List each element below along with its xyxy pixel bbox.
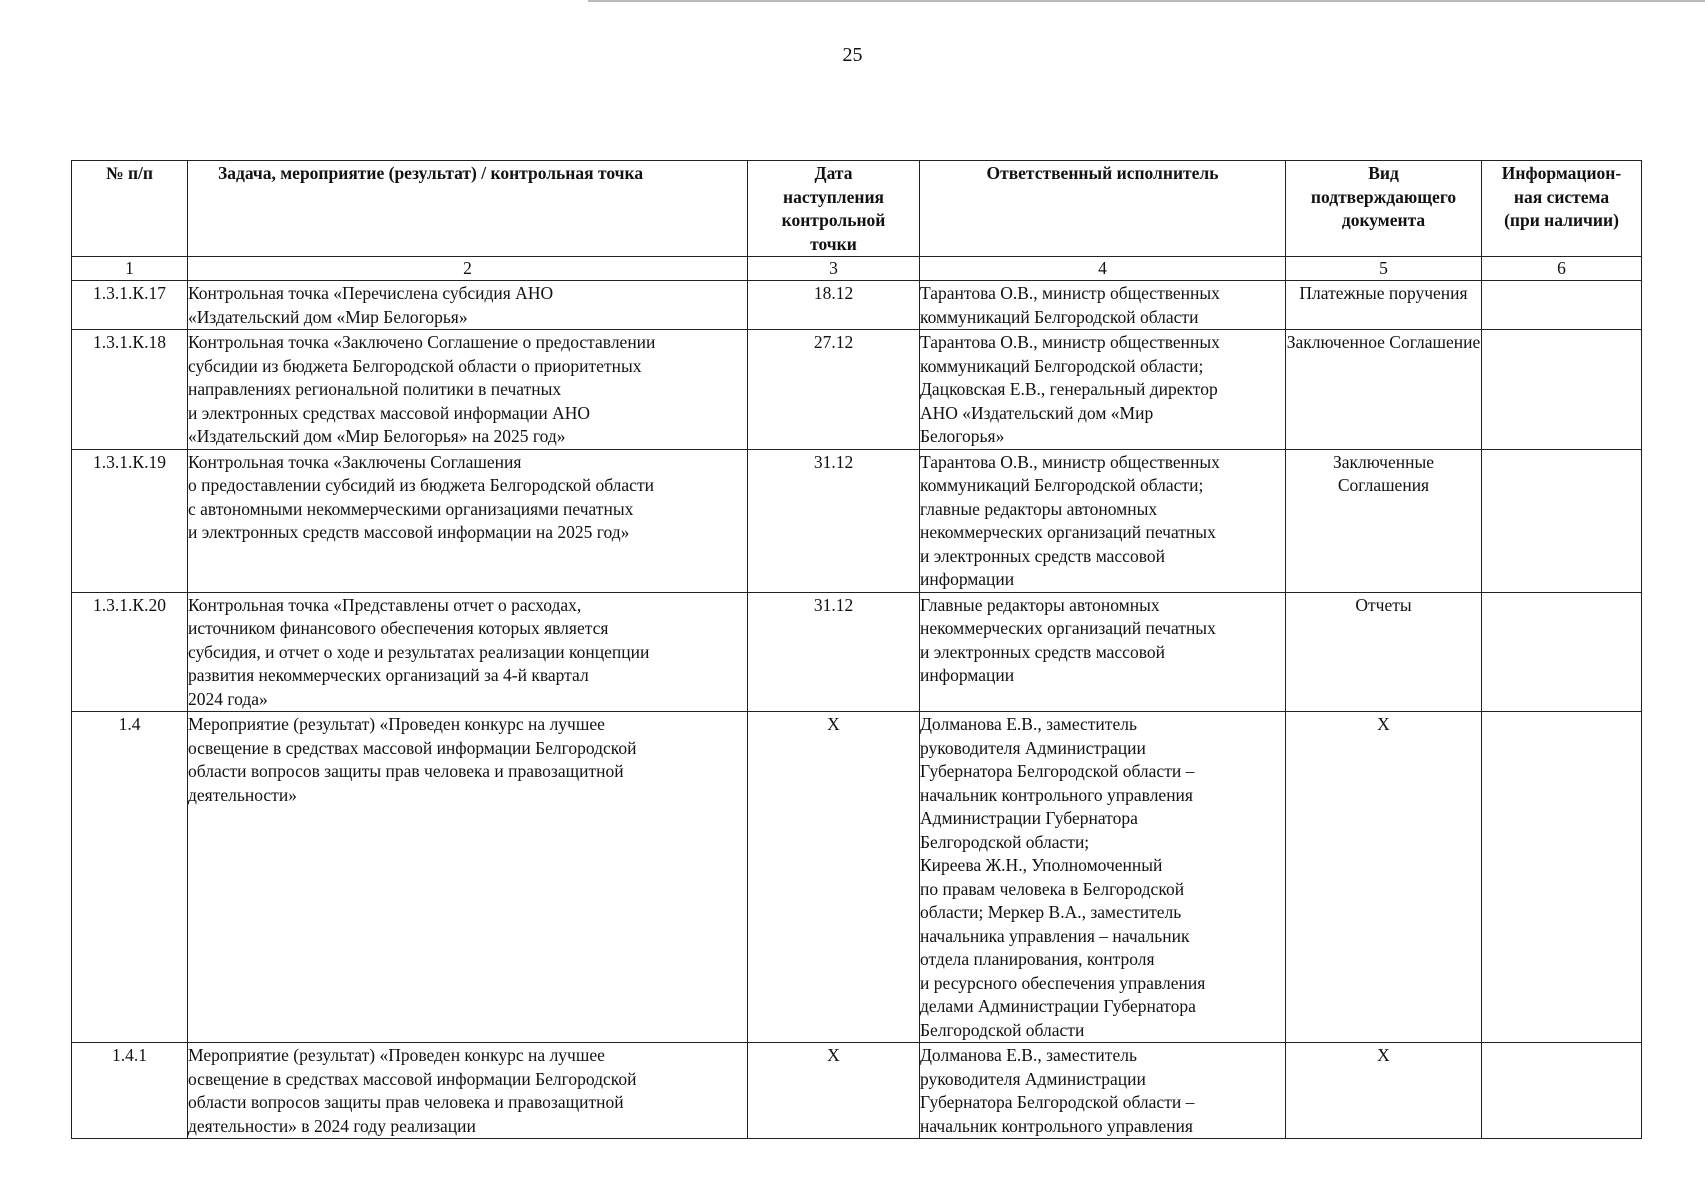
task-cell: Мероприятие (результат) «Проведен конкурс на лучшее освещение в средствах массовой информации Белгородской области вопросов защиты прав человека и правозащитной деятельности» в 2024 году реализации — [188, 1043, 748, 1139]
date-cell: X — [748, 1043, 920, 1139]
column-number: 3 — [748, 257, 920, 281]
column-number: 6 — [1482, 257, 1642, 281]
task-cell: Контрольная точка «Заключены Соглашения о предоставлении субсидий из бюджета Белгородской области с автономными некоммерческими организациями печатных и электронных средств массовой информации на 2025 год» — [188, 449, 748, 592]
table-row — [72, 449, 1642, 592]
page-top-rule — [588, 0, 1705, 2]
document-cell: X — [1286, 712, 1482, 1043]
header-cell: Вид подтверждающего документа — [1286, 161, 1482, 257]
row-number: 1.4.1 — [72, 1043, 188, 1139]
column-number: 2 — [188, 257, 748, 281]
control-points-table — [71, 160, 1642, 1139]
info-system-cell — [1482, 1043, 1642, 1139]
task-cell: Мероприятие (результат) «Проведен конкурс на лучшее освещение в средствах массовой информации Белгородской области вопросов защиты прав человека и правозащитной деятельности» — [188, 712, 748, 1043]
document-cell: Платежные поручения — [1286, 281, 1482, 330]
row-number: 1.3.1.К.19 — [72, 449, 188, 592]
task-cell: Контрольная точка «Перечислена субсидия АНО «Издательский дом «Мир Белогорья» — [188, 281, 748, 330]
task-cell: Контрольная точка «Заключено Соглашение о предоставлении субсидии из бюджета Белгородской области о приоритетных направлениях региональной политики в печатных и электронных средствах массовой информации АНО «Издательский дом «Мир Белогорья» на 2025 год» — [188, 330, 748, 450]
column-number: 4 — [920, 257, 1286, 281]
executor-cell: Долманова Е.В., заместитель руководителя Администрации Губернатора Белгородской области – начальник контрольного управления — [920, 1043, 1286, 1139]
info-system-cell — [1482, 449, 1642, 592]
column-number: 1 — [72, 257, 188, 281]
executor-cell: Тарантова О.В., министр общественных коммуникаций Белгородской области — [920, 281, 1286, 330]
header-cell: Дата наступления контрольной точки — [748, 161, 920, 257]
row-number: 1.3.1.К.18 — [72, 330, 188, 450]
date-cell: 27.12 — [748, 330, 920, 450]
executor-cell: Тарантова О.В., министр общественных коммуникаций Белгородской области; Дацковская Е.В., генеральный директор АНО «Издательский дом «Мир Белогорья» — [920, 330, 1286, 450]
info-system-cell — [1482, 330, 1642, 450]
column-number: 5 — [1286, 257, 1482, 281]
executor-cell: Тарантова О.В., министр общественных коммуникаций Белгородской области; главные редакторы автономных некоммерческих организаций печатных и электронных средств массовой информации — [920, 449, 1286, 592]
table-row — [72, 592, 1642, 712]
task-cell: Контрольная точка «Представлены отчет о расходах, источником финансового обеспечения которых является субсидия, и отчет о ходе и результатах реализации концепции развития некоммерческих организаций за 4-й квартал 2024 года» — [188, 592, 748, 712]
date-cell: X — [748, 712, 920, 1043]
date-cell: 31.12 — [748, 592, 920, 712]
table-row — [72, 330, 1642, 450]
table-row — [72, 281, 1642, 330]
document-cell: Заключенное Соглашение — [1286, 330, 1482, 450]
date-cell: 18.12 — [748, 281, 920, 330]
row-number: 1.4 — [72, 712, 188, 1043]
header-cell: Задача, мероприятие (результат) / контрольная точка — [188, 161, 748, 257]
row-number: 1.3.1.К.17 — [72, 281, 188, 330]
document-cell: Заключенные Соглашения — [1286, 449, 1482, 592]
header-cell: Информацион- ная система (при наличии) — [1482, 161, 1642, 257]
header-cell: № п/п — [72, 161, 188, 257]
table-row — [72, 712, 1642, 1043]
column-number-row — [72, 257, 1642, 281]
info-system-cell — [1482, 712, 1642, 1043]
executor-cell: Главные редакторы автономных некоммерческих организаций печатных и электронных средств массовой информации — [920, 592, 1286, 712]
info-system-cell — [1482, 281, 1642, 330]
header-cell: Ответственный исполнитель — [920, 161, 1286, 257]
document-cell: X — [1286, 1043, 1482, 1139]
table-row — [72, 1043, 1642, 1139]
executor-cell: Долманова Е.В., заместитель руководителя Администрации Губернатора Белгородской области – начальник контрольного управления Администрации Губернатора Белгородской области; Киреева Ж.Н., Уполномоченный по правам человека в Белгородской области; Меркер В.А., заместитель начальника управления – начальник отдела планирования, контроля и ресурсного обеспечения управления делами Администрации Губернатора Белгородской области — [920, 712, 1286, 1043]
date-cell: 31.12 — [748, 449, 920, 592]
row-number: 1.3.1.К.20 — [72, 592, 188, 712]
document-cell: Отчеты — [1286, 592, 1482, 712]
info-system-cell — [1482, 592, 1642, 712]
page-number: 25 — [842, 44, 863, 66]
header-row — [72, 161, 1642, 257]
